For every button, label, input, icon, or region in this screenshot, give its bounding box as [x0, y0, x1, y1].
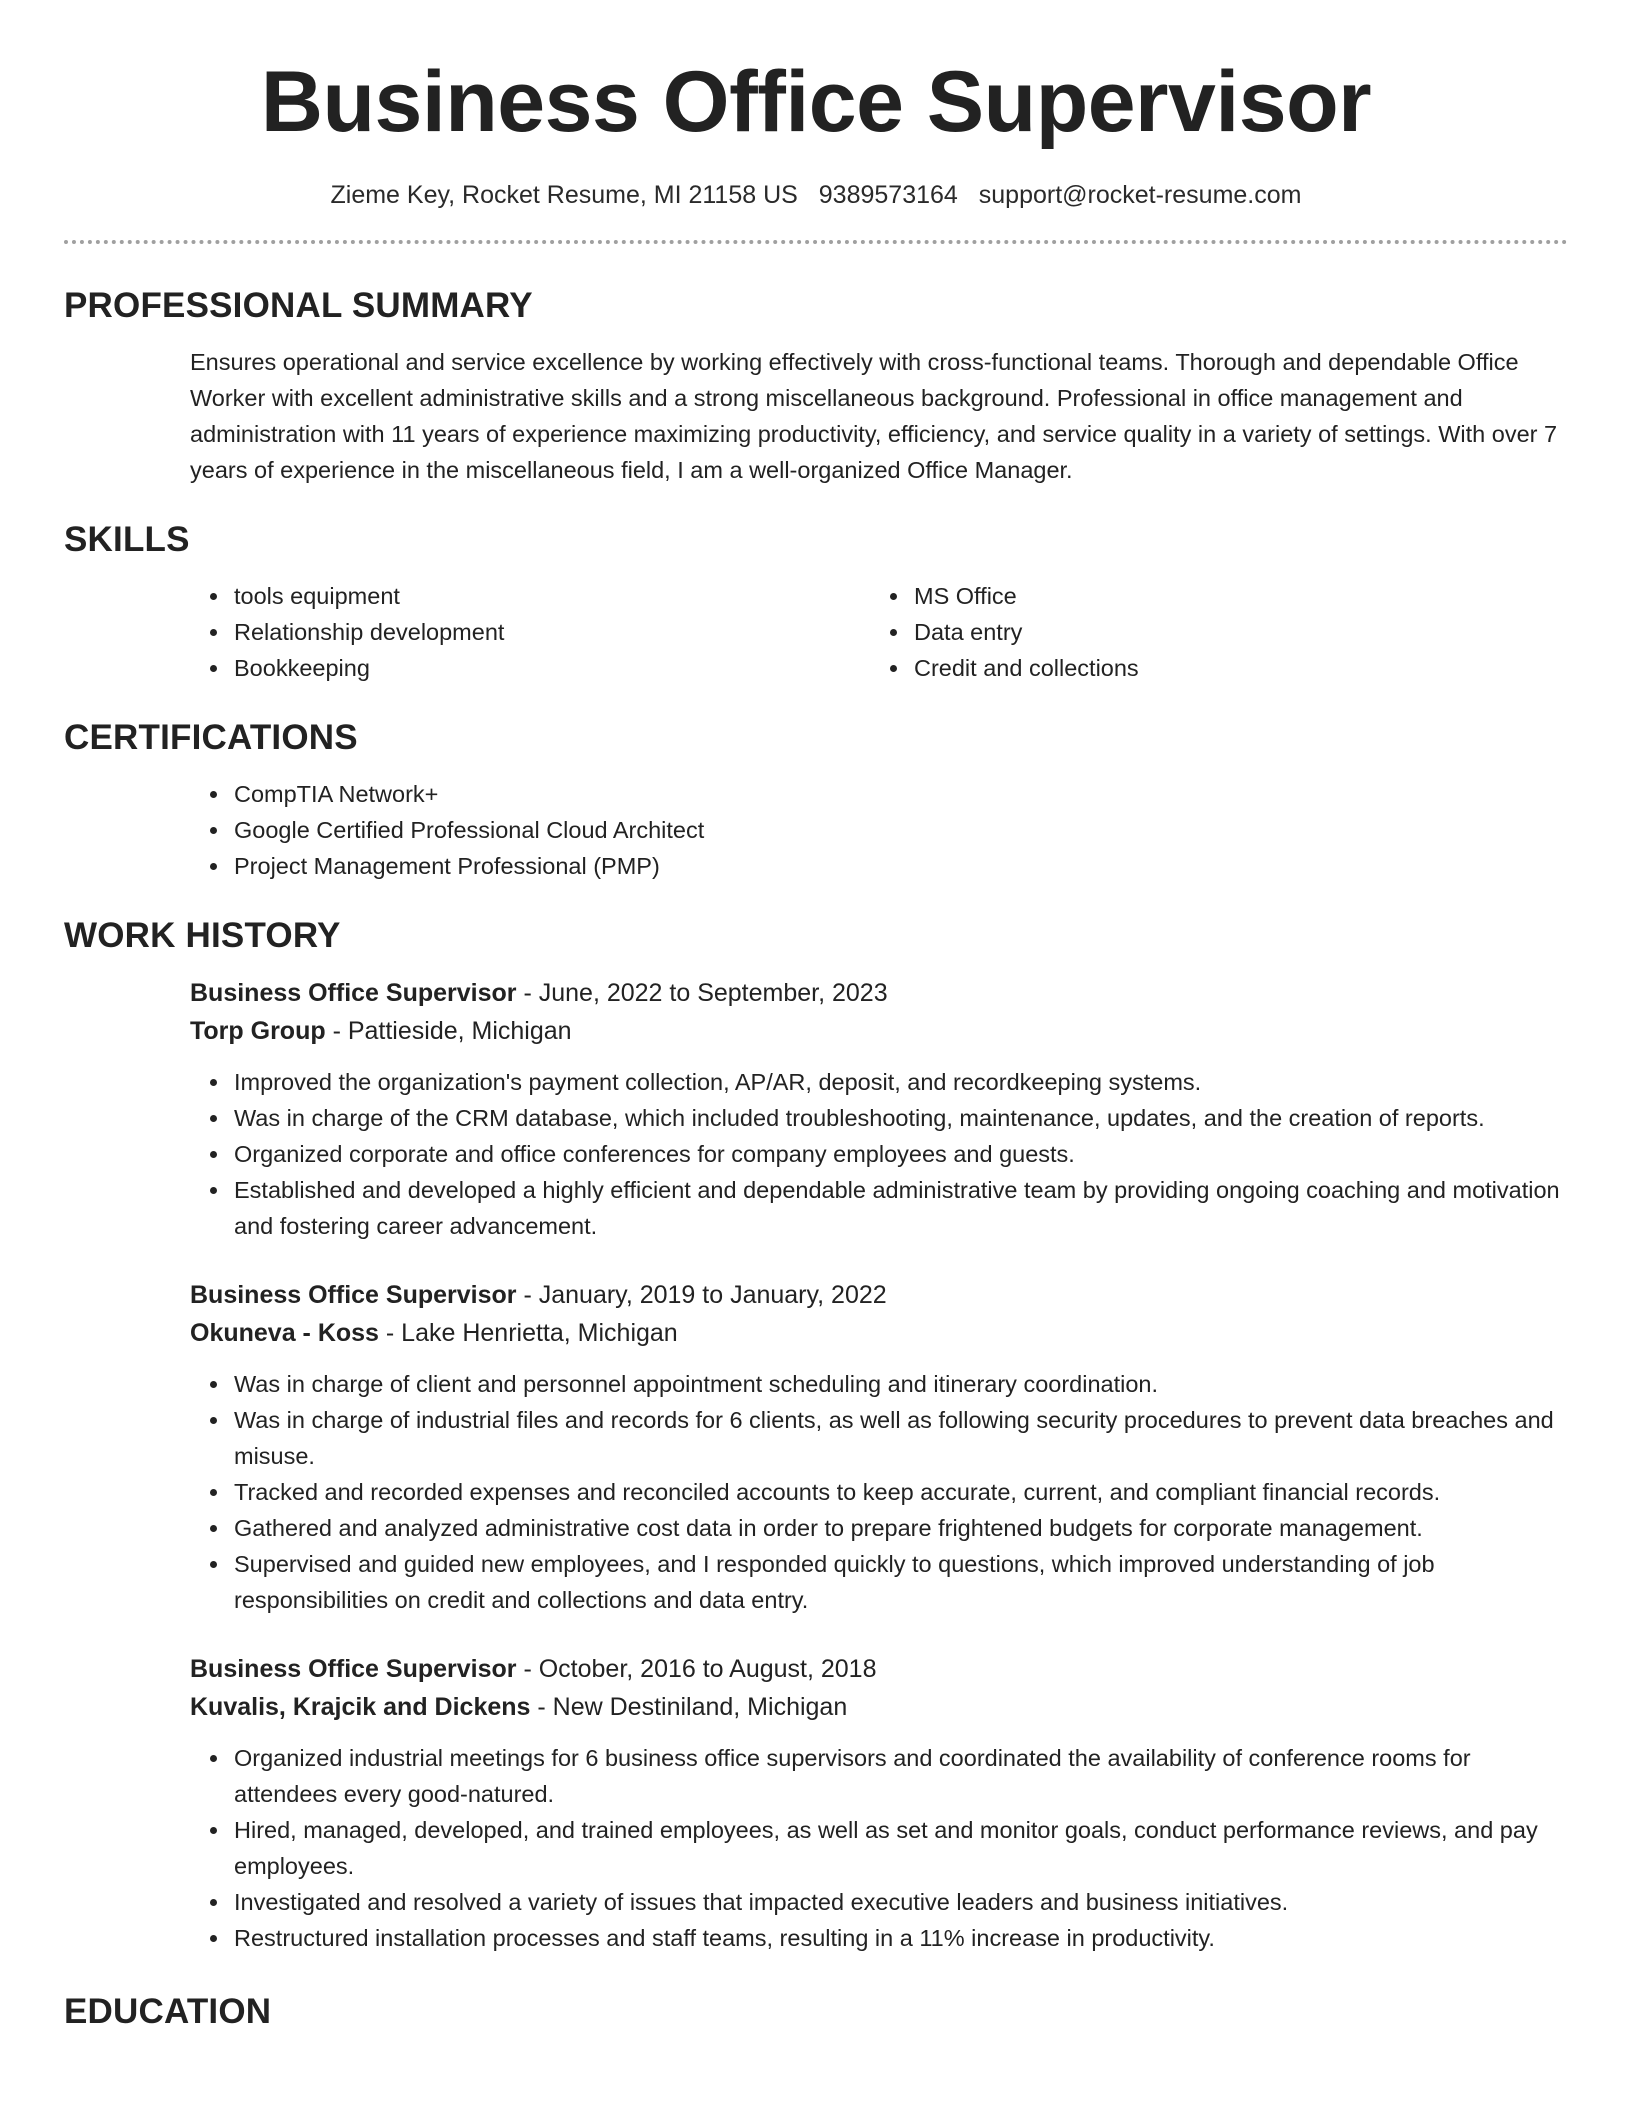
- job-location: - Lake Henrietta, Michigan: [378, 1319, 678, 1347]
- skill-item: Relationship development: [234, 614, 870, 650]
- skill-item: Data entry: [914, 614, 1550, 650]
- job-bullet: Improved the organization's payment collection, AP/AR, deposit, and recordkeeping systems.: [234, 1064, 1568, 1100]
- job-company: Torp Group: [190, 1017, 326, 1045]
- job-company: Kuvalis, Krajcik and Dickens: [190, 1693, 531, 1721]
- education-title: EDUCATION: [64, 1992, 272, 2031]
- certification-item: CompTIA Network+: [234, 776, 1568, 812]
- skills-column-right: [870, 578, 1550, 686]
- header-divider: [64, 240, 1568, 244]
- job-role: Business Office Supervisor: [190, 979, 517, 1007]
- skills-column-left: [190, 578, 870, 686]
- certifications-title: CERTIFICATIONS: [64, 718, 358, 757]
- job-dates: - January, 2019 to January, 2022: [516, 1281, 887, 1309]
- job-entry: [64, 1650, 1568, 1956]
- job-bullet: Was in charge of the CRM database, which included troubleshooting, maintenance, updates, and the creation of reports.: [234, 1100, 1568, 1136]
- skill-item: tools equipment: [234, 578, 870, 614]
- summary-title: PROFESSIONAL SUMMARY: [64, 286, 533, 325]
- skill-item: Credit and collections: [914, 650, 1550, 686]
- candidate-name: Business Office Supervisor: [260, 54, 1372, 150]
- job-role: Business Office Supervisor: [190, 1655, 517, 1683]
- skill-item: Bookkeeping: [234, 650, 870, 686]
- certifications-section: [64, 716, 1568, 884]
- contact-phone: 9389573164: [818, 181, 958, 209]
- job-dates: - October, 2016 to August, 2018: [516, 1655, 877, 1683]
- contact-address: Zieme Key, Rocket Resume, MI 21158 US: [330, 181, 798, 209]
- contact-line: [64, 178, 1568, 212]
- job-bullet: Restructured installation processes and staff teams, resulting in a 11% increase in productivity.: [234, 1920, 1568, 1956]
- job-location: - New Destiniland, Michigan: [530, 1693, 848, 1721]
- summary-section: [64, 284, 1568, 488]
- job-title-line: [190, 1276, 1568, 1314]
- skill-item: MS Office: [914, 578, 1550, 614]
- job-company-line: [190, 1012, 1568, 1050]
- job-bullet: Organized corporate and office conferences for company employees and guests.: [234, 1136, 1568, 1172]
- job-title-line: [190, 974, 1568, 1012]
- job-bullet: Was in charge of industrial files and records for 6 clients, as well as following security procedures to prevent data breaches and misuse.: [234, 1402, 1568, 1474]
- job-role: Business Office Supervisor: [190, 1281, 517, 1309]
- job-company-line: [190, 1688, 1568, 1726]
- job-bullet: Organized industrial meetings for 6 business office supervisors and coordinated the availability of conference rooms for attendees every good-natured.: [234, 1740, 1568, 1812]
- job-title-line: [190, 1650, 1568, 1688]
- job-bullet: Was in charge of client and personnel appointment scheduling and itinerary coordination.: [234, 1366, 1568, 1402]
- job-bullet: Established and developed a highly efficient and dependable administrative team by providing ongoing coaching and motivation and fostering career advancement.: [234, 1172, 1568, 1244]
- certification-item: Google Certified Professional Cloud Architect: [234, 812, 1568, 848]
- skills-section: [64, 518, 1568, 686]
- job-bullet: Gathered and analyzed administrative cost data in order to prepare frightened budgets for corporate management.: [234, 1510, 1568, 1546]
- work-history-title: WORK HISTORY: [64, 916, 341, 955]
- job-entry: [64, 974, 1568, 1244]
- job-bullet: Supervised and guided new employees, and I responded quickly to questions, which improved understanding of job responsibilities on credit and collections and data entry.: [234, 1546, 1568, 1618]
- job-bullet: Investigated and resolved a variety of issues that impacted executive leaders and business initiatives.: [234, 1884, 1568, 1920]
- job-bullet: Hired, managed, developed, and trained employees, as well as set and monitor goals, conduct performance reviews, and pay employees.: [234, 1812, 1568, 1884]
- job-dates: - June, 2022 to September, 2023: [516, 979, 888, 1007]
- skills-title: SKILLS: [64, 520, 190, 559]
- job-bullet: Tracked and recorded expenses and reconciled accounts to keep accurate, current, and compliant financial records.: [234, 1474, 1568, 1510]
- job-company-line: [190, 1314, 1568, 1352]
- summary-text: Ensures operational and service excellence by working effectively with cross-functional teams. Thorough and dependable Office Worker with excellent administrative skills and a strong miscellaneous background. Professional in office management and administration with 11 years of experience maximizing productivity, efficiency, and service quality in a variety of settings. With over 7 years of experience in the miscellaneous field, I am a well-organized Office Manager.: [190, 349, 1558, 483]
- job-entry: [64, 1276, 1568, 1618]
- job-location: - Pattieside, Michigan: [325, 1017, 572, 1045]
- certification-item: Project Management Professional (PMP): [234, 848, 1568, 884]
- resume-header: [64, 0, 1568, 212]
- contact-email: support@rocket-resume.com: [978, 181, 1302, 209]
- work-history-section: [64, 914, 1568, 1956]
- job-company: Okuneva - Koss: [190, 1319, 379, 1347]
- education-section: [64, 1990, 1568, 2034]
